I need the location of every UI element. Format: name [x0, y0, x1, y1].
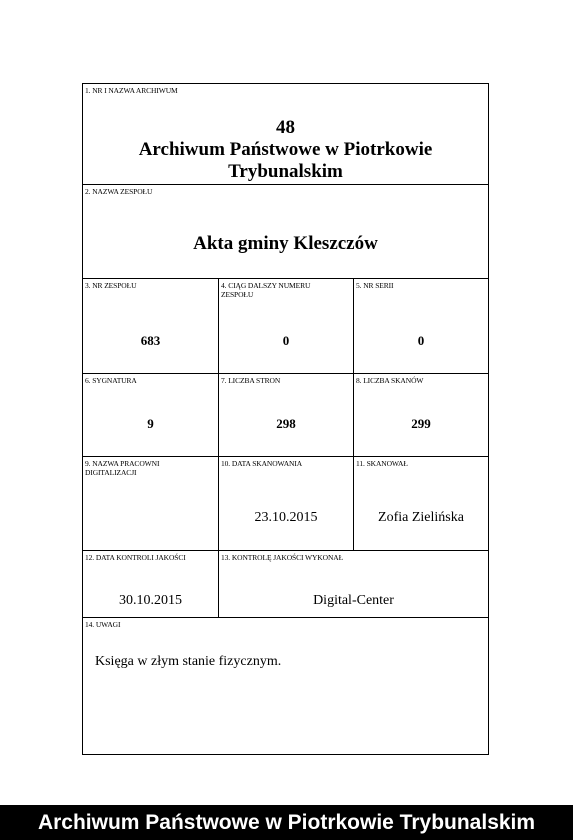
qc-by-label: 13. KONTROLĘ JAKOŚCI WYKONAŁ	[221, 553, 344, 562]
scan-date-value: 23.10.2015	[254, 510, 318, 525]
series-number-cell	[354, 279, 488, 373]
fonds-number-label: 3. NR ZESPOŁU	[85, 281, 137, 290]
fonds-name-label: 2. NAZWA ZESPOŁU	[85, 187, 153, 196]
fonds-number-cell	[83, 279, 218, 373]
scan-count-cell	[354, 374, 488, 456]
series-number-label: 5. NR SERII	[356, 281, 394, 290]
notes-label: 14. UWAGI	[85, 620, 121, 629]
signature-label: 6. SYGNATURA	[85, 376, 137, 385]
series-number-value: 0	[417, 333, 425, 348]
notes-cell	[83, 618, 488, 754]
notes-value: Księga w złym stanie fizycznym.	[95, 654, 282, 669]
archive-number: 48	[276, 117, 295, 138]
archive-footer-banner: Archiwum Państwowe w Piotrkowie Trybunalskim	[0, 805, 573, 840]
signature-value: 9	[147, 416, 154, 431]
scan-count-label: 8. LICZBA SKANÓW	[356, 376, 424, 385]
scan-date-label: 10. DATA SKANOWANIA	[221, 459, 303, 468]
page-count-label: 7. LICZBA STRON	[221, 376, 281, 385]
fonds-name-cell	[83, 185, 488, 278]
fonds-number-cont-label: 4. CIĄG DALSZY NUMERU ZESPOŁU	[221, 281, 311, 299]
fonds-name-value: Akta gminy Kleszczów	[193, 233, 378, 254]
archive-cell	[83, 84, 488, 184]
signature-cell	[83, 374, 218, 456]
page-count-value: 298	[276, 416, 296, 431]
scanned-by-label: 11. SKANOWAŁ	[356, 459, 408, 468]
archive-label: 1. NR I NAZWA ARCHIWUM	[85, 86, 178, 95]
qc-by-value: Digital-Center	[313, 593, 394, 608]
scanned-by-value: Zofia Zielińska	[378, 510, 464, 525]
workshop-cell	[83, 457, 218, 550]
workshop-label: 9. NAZWA PRACOWNI DIGITALIZACJI	[85, 459, 160, 477]
archive-name-line2: Trybunalskim	[228, 161, 343, 182]
fonds-number-cont-value: 0	[282, 333, 290, 348]
archive-name-line1: Archiwum Państwowe w Piotrkowie	[138, 139, 433, 160]
qc-date-label: 12. DATA KONTROLI JAKOŚCI	[85, 553, 186, 562]
fonds-number-value: 683	[140, 333, 161, 348]
scan-count-value: 299	[411, 416, 431, 431]
qc-date-value: 30.10.2015	[119, 593, 182, 608]
qc-date-cell	[83, 551, 218, 617]
metadata-card	[82, 83, 489, 755]
page-count-cell	[219, 374, 353, 456]
fonds-number-cont-cell	[219, 279, 353, 373]
scanned-by-cell	[354, 457, 488, 550]
qc-by-cell	[219, 551, 488, 617]
scan-date-cell	[219, 457, 353, 550]
